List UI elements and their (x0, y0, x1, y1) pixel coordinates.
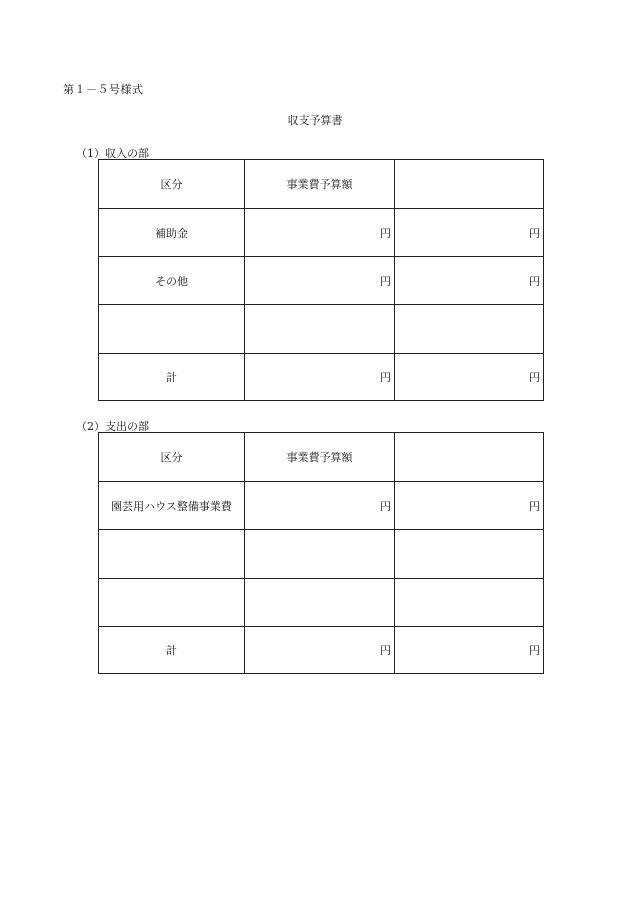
total-amount: 円 (245, 354, 395, 401)
header-blank (395, 433, 544, 482)
row-amount-extra: 円 (395, 209, 544, 257)
header-category: 区分 (99, 433, 245, 482)
table-row (99, 482, 544, 530)
header-budget-amount: 事業費予算額 (245, 433, 395, 482)
header-category: 区分 (99, 160, 245, 209)
expense-table (98, 432, 544, 674)
row-amount-extra (395, 530, 544, 579)
income-table (98, 159, 544, 401)
table-row (99, 579, 544, 627)
row-amount-extra (395, 305, 544, 354)
row-amount-extra (395, 579, 544, 627)
row-category (99, 530, 245, 579)
table-row (99, 305, 544, 354)
expense-section-heading: （2）支出の部 (76, 420, 149, 433)
row-amount: 円 (245, 209, 395, 257)
table-row (99, 530, 544, 579)
table-total-row (99, 627, 544, 674)
income-section-heading: （1）収入の部 (76, 147, 149, 160)
form-number: 第１－５号様式 (63, 83, 144, 96)
total-amount-extra: 円 (395, 627, 544, 674)
total-label: 計 (99, 354, 245, 401)
table-row (99, 209, 544, 257)
row-amount (245, 530, 395, 579)
table-header-row (99, 433, 544, 482)
row-category (99, 305, 245, 354)
row-amount-extra: 円 (395, 257, 544, 305)
row-category: 園芸用ハウス整備事業費 (99, 482, 245, 530)
row-amount (245, 305, 395, 354)
row-amount: 円 (245, 257, 395, 305)
header-budget-amount: 事業費予算額 (245, 160, 395, 209)
total-amount-extra: 円 (395, 354, 544, 401)
row-category (99, 579, 245, 627)
total-label: 計 (99, 627, 245, 674)
document-title: 収支予算書 (287, 114, 343, 127)
table-row (99, 257, 544, 305)
table-total-row (99, 354, 544, 401)
row-category: 補助金 (99, 209, 245, 257)
header-blank (395, 160, 544, 209)
table-header-row (99, 160, 544, 209)
row-amount: 円 (245, 482, 395, 530)
row-amount-extra: 円 (395, 482, 544, 530)
total-amount: 円 (245, 627, 395, 674)
row-category: その他 (99, 257, 245, 305)
row-amount (245, 579, 395, 627)
